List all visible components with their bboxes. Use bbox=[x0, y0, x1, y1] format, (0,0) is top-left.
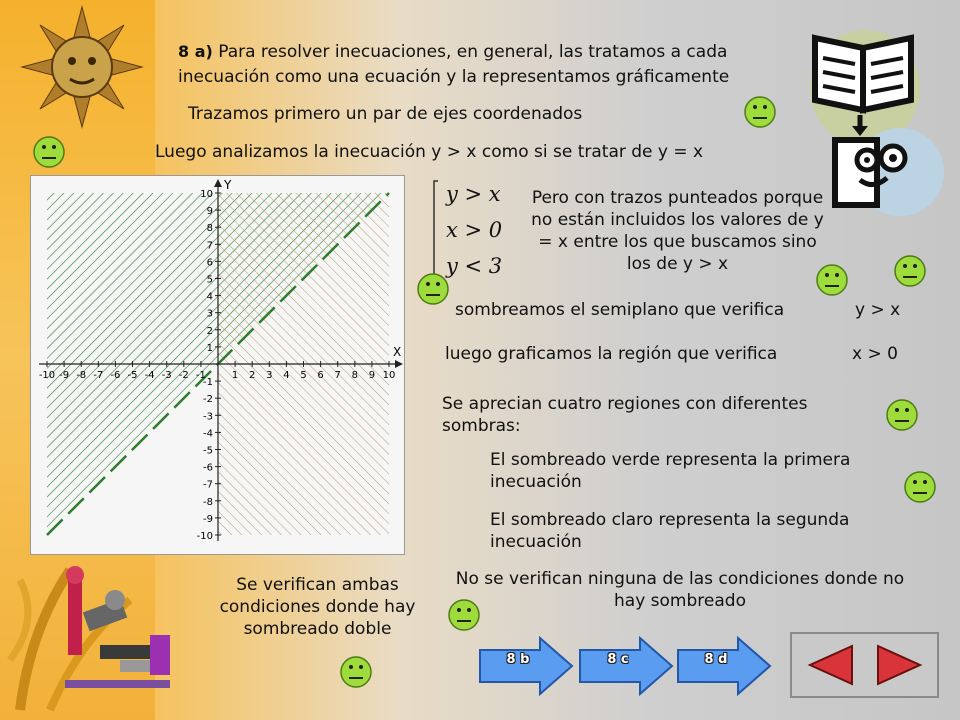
regions-intro: Se aprecian cuatro regiones con diferentes sombras: bbox=[442, 394, 808, 436]
x-tick-label: 10 bbox=[382, 370, 396, 381]
region-text: luego graficamos la región que verifica bbox=[445, 344, 778, 364]
title-text-2: inecuación como una ecuación y la representamos gráficamente bbox=[178, 67, 730, 87]
x-tick-label: -3 bbox=[161, 370, 172, 381]
x-tick-label: -10 bbox=[38, 370, 56, 381]
coordinate-graph bbox=[30, 175, 405, 555]
graph-svg bbox=[31, 176, 404, 554]
x-tick-label: -7 bbox=[93, 370, 104, 381]
y-tick-label: -9 bbox=[203, 513, 213, 525]
y-tick-label: -2 bbox=[203, 394, 213, 406]
previous-slide-icon[interactable] bbox=[804, 644, 860, 686]
y-tick-label: 6 bbox=[206, 257, 213, 269]
no-shade-note: No se verifican ninguna de las condiciones donde no hay sombreado bbox=[455, 569, 905, 611]
x-tick-label: 9 bbox=[368, 370, 376, 381]
system-eq-2: x > 0 bbox=[446, 218, 503, 242]
system-eq-1: y > x bbox=[446, 182, 501, 206]
y-tick-label: -3 bbox=[203, 411, 213, 423]
x-tick-label: -8 bbox=[76, 370, 87, 381]
smiley-icon[interactable] bbox=[885, 398, 919, 432]
smiley-icon[interactable] bbox=[416, 272, 450, 306]
y-tick-label: 3 bbox=[206, 308, 213, 320]
y-axis-label: Y bbox=[224, 178, 232, 192]
region-condition: x > 0 bbox=[852, 344, 898, 364]
smiley-icon[interactable] bbox=[903, 470, 937, 504]
nav-8c-button[interactable] bbox=[578, 636, 674, 696]
y-tick-label: -8 bbox=[203, 496, 213, 508]
sun-icon bbox=[20, 5, 145, 130]
y-axis-arrow bbox=[214, 179, 222, 187]
smiley-icon[interactable] bbox=[447, 598, 481, 632]
system-eq-3: y < 3 bbox=[446, 254, 503, 278]
y-tick-label: -5 bbox=[203, 445, 213, 457]
x-tick-label: 8 bbox=[351, 370, 358, 381]
y-tick-label: 10 bbox=[200, 189, 213, 200]
x-tick-label: -9 bbox=[59, 370, 70, 381]
x-axis-arrow bbox=[395, 360, 403, 368]
smiley-icon[interactable] bbox=[339, 655, 373, 689]
y-tick-label: 4 bbox=[206, 291, 213, 303]
shade-condition: y > x bbox=[855, 300, 901, 320]
green-shade-note: El sombreado verde representa la primera inecuación bbox=[490, 450, 851, 492]
x-tick-label: -1 bbox=[195, 370, 206, 381]
y-tick-label: 1 bbox=[206, 342, 213, 354]
title-number: 8 a) bbox=[178, 42, 213, 61]
machine-icon bbox=[60, 565, 175, 690]
nav-8b-label: 8 b bbox=[506, 652, 530, 667]
y-tick-label: 5 bbox=[206, 274, 213, 286]
smiley-icon[interactable] bbox=[743, 95, 777, 129]
y-tick-label: 8 bbox=[206, 223, 213, 235]
slide-nav-panel bbox=[790, 632, 939, 698]
x-tick-label: 6 bbox=[317, 370, 324, 381]
x-axis-label: X bbox=[393, 345, 402, 359]
x-tick-label: 4 bbox=[283, 370, 290, 381]
title-line-1 bbox=[178, 41, 727, 63]
light-shade-note: El sombreado claro representa la segunda inecuación bbox=[490, 510, 850, 552]
title-text-1: Para resolver inecuaciones, en general, las tratamos a cada bbox=[218, 42, 728, 62]
y-tick-label: -10 bbox=[196, 531, 213, 542]
y-tick-label: 9 bbox=[206, 206, 213, 218]
y-tick-label: -1 bbox=[203, 377, 213, 389]
x-tick-label: -6 bbox=[110, 370, 121, 381]
step-analyze-text: Luego analizamos la inecuación y > x como si se tratar de y = x bbox=[155, 142, 704, 162]
smiley-icon[interactable] bbox=[32, 135, 66, 169]
y-tick-label: 7 bbox=[206, 240, 213, 252]
x-tick-label: 2 bbox=[249, 370, 256, 381]
smiley-icon[interactable] bbox=[893, 254, 927, 288]
y-tick-label: 2 bbox=[206, 325, 213, 337]
y-tick-label: -7 bbox=[203, 479, 213, 491]
y-tick-label: -6 bbox=[203, 462, 213, 474]
dotted-note: Pero con trazos punteados porque no están incluidos los valores de y = x entre los que buscamos sino los de y > x bbox=[531, 188, 824, 274]
y-tick-label: -4 bbox=[203, 428, 213, 440]
x-tick-label: 3 bbox=[266, 370, 273, 381]
x-tick-label: -2 bbox=[178, 370, 189, 381]
nav-8d-button[interactable] bbox=[676, 636, 772, 696]
x-tick-label: 5 bbox=[300, 370, 307, 381]
inequality-system bbox=[428, 175, 520, 283]
x-tick-label: -5 bbox=[127, 370, 138, 381]
nav-8d-label: 8 d bbox=[704, 652, 728, 667]
step-axes-text: Trazamos primero un par de ejes coordenados bbox=[188, 104, 583, 124]
x-tick-label: 7 bbox=[334, 370, 341, 381]
nav-8c-label: 8 c bbox=[607, 652, 629, 667]
x-tick-label: 1 bbox=[231, 370, 239, 381]
smiley-icon[interactable] bbox=[815, 263, 849, 297]
nav-8b-button[interactable] bbox=[478, 636, 574, 696]
x-tick-label: -4 bbox=[144, 370, 155, 381]
shade-text: sombreamos el semiplano que verifica bbox=[455, 300, 785, 320]
double-shade-note: Se verifican ambas condiciones donde hay sombreado doble bbox=[219, 575, 416, 639]
next-slide-icon[interactable] bbox=[870, 644, 926, 686]
